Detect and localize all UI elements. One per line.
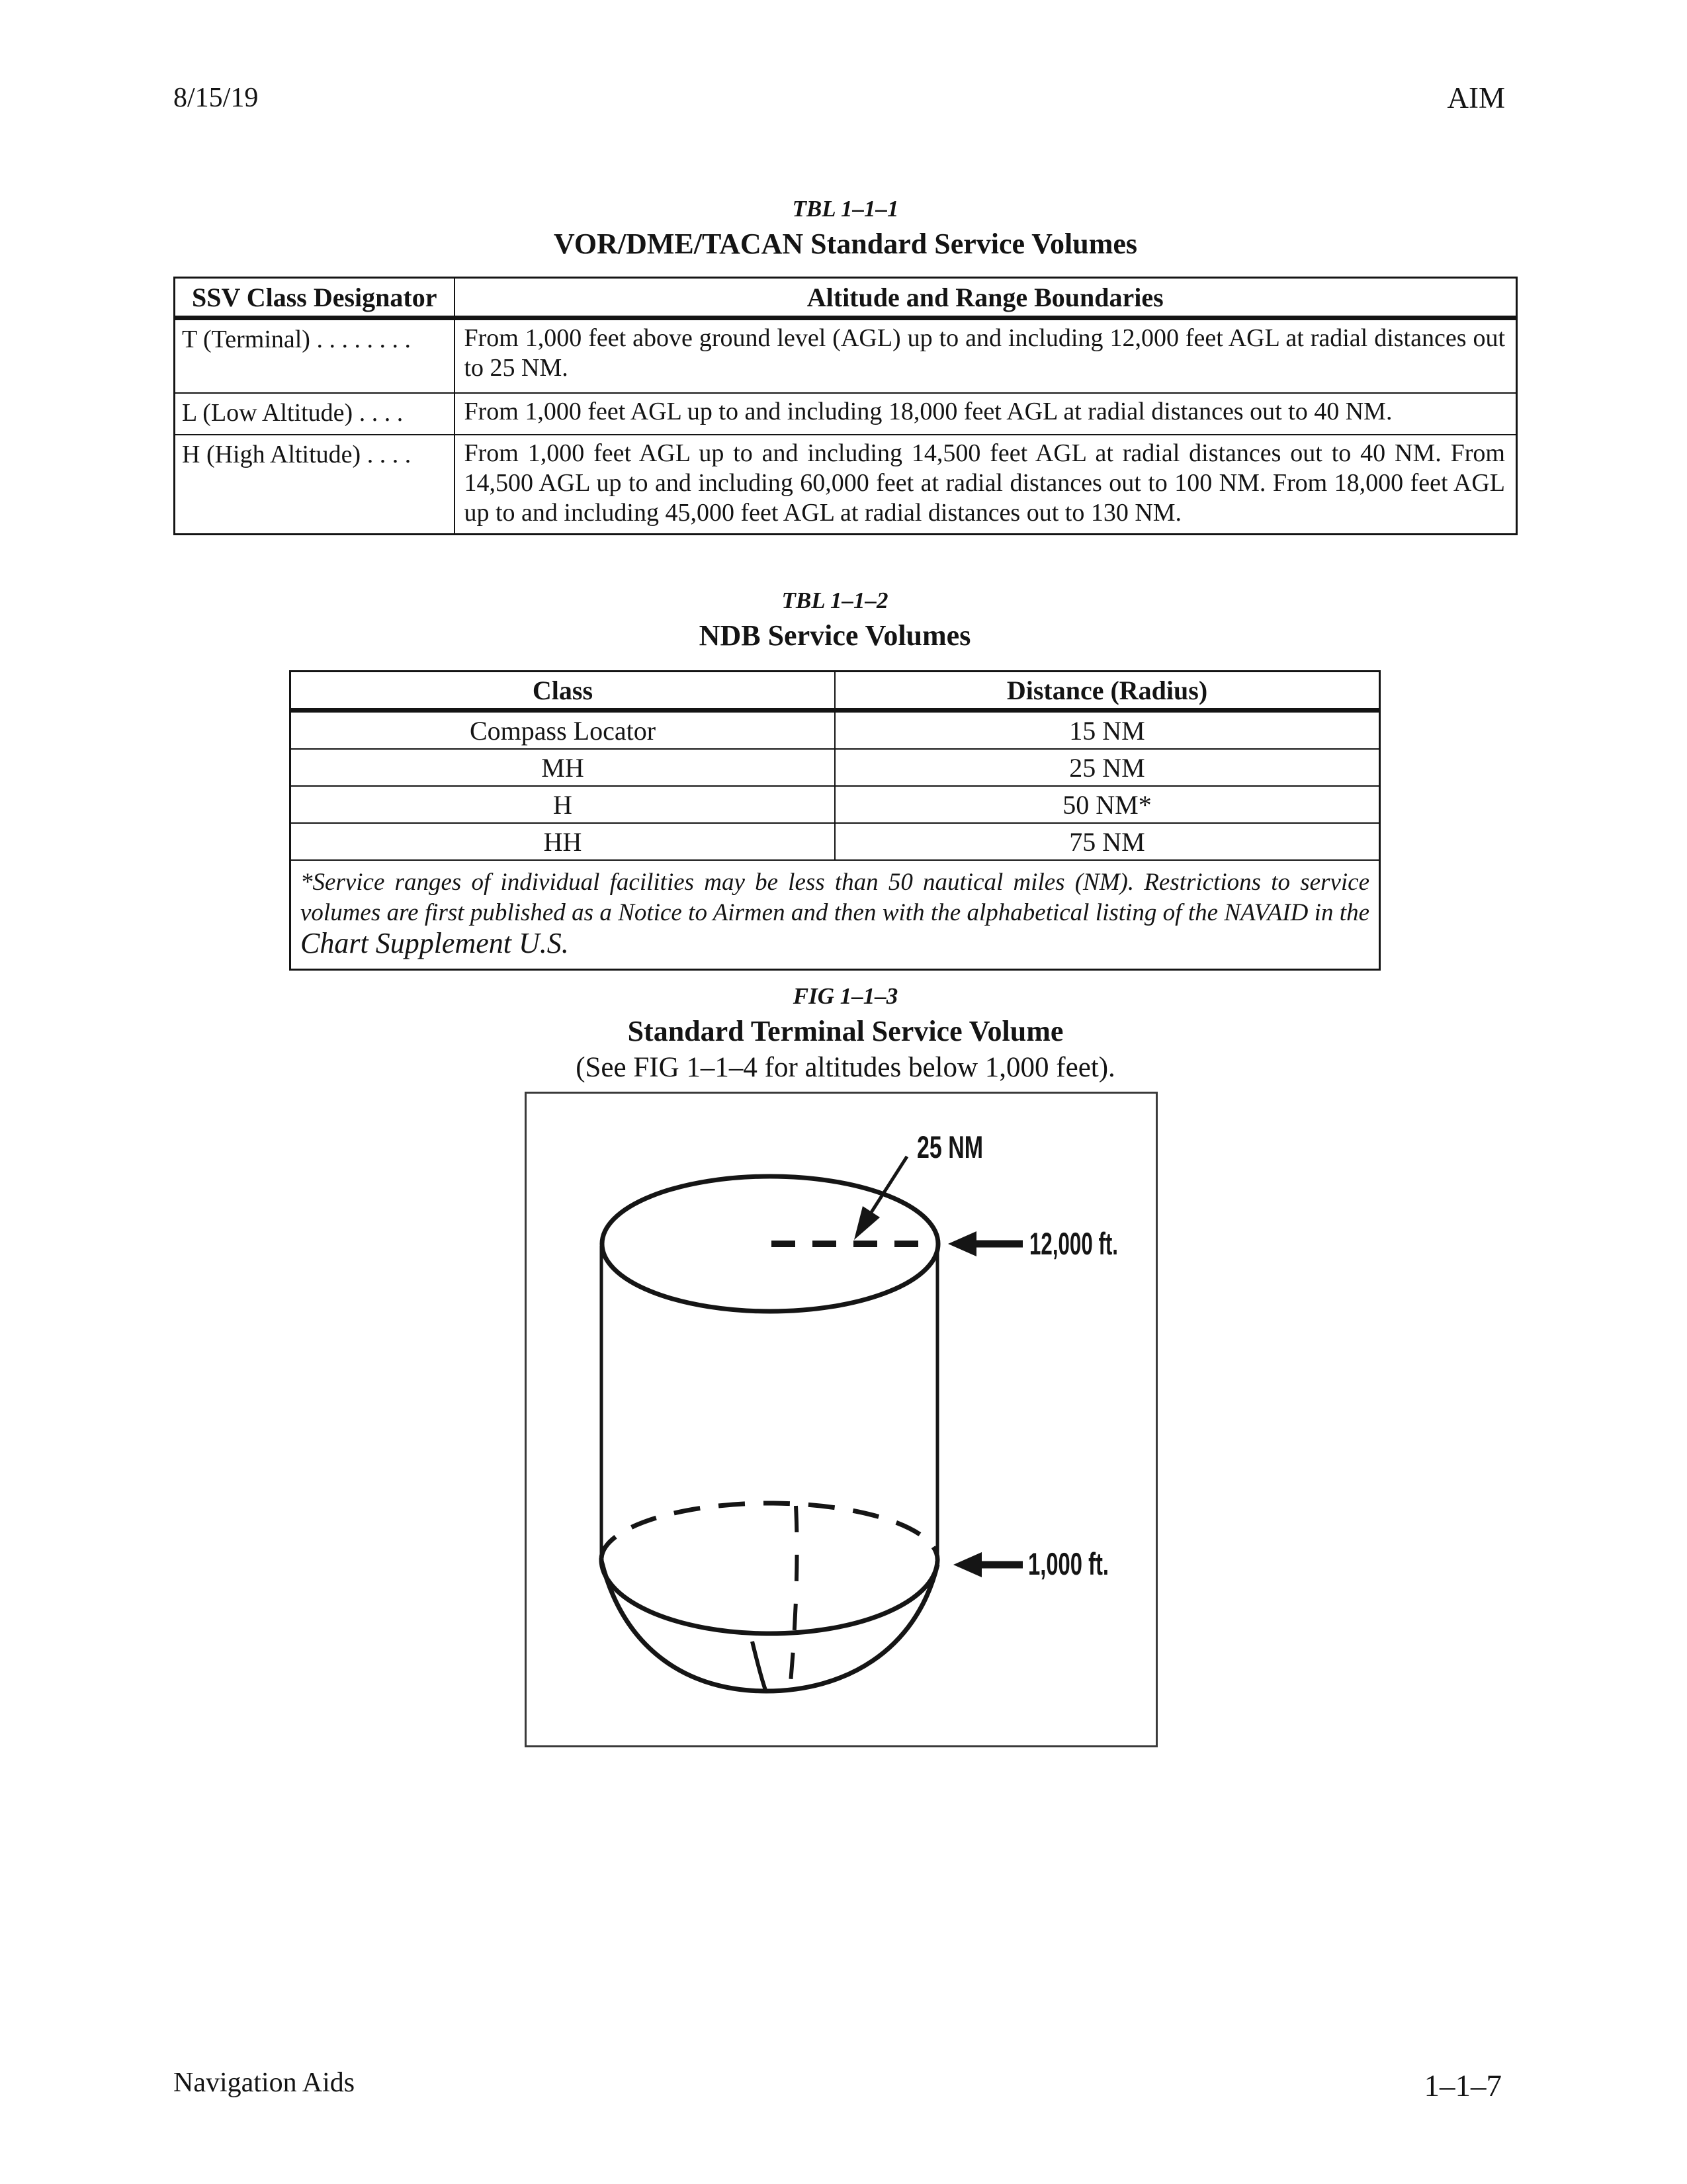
ndb-service-volumes-table [289, 670, 1381, 971]
boundaries-cell: From 1,000 feet AGL up to and including 14,500 feet AGL at radial distances out to 40 NM. From 14,500 AGL up to and including 60,000 feet at radial distances out to 100 NM. From 18,000 feet AGL up to and including 45,000 feet AGL at radial distances out to 130 NM. [454, 435, 1517, 535]
table-row-terminal [175, 318, 1517, 394]
ndb-distance-cell: 15 NM [835, 711, 1380, 750]
fig-title: Standard Terminal Service Volume [627, 1015, 1064, 1047]
figure-box [525, 1092, 1158, 1747]
table-row-hh [290, 823, 1380, 860]
tbl2-caption: TBL 1–1–2 [781, 588, 888, 613]
tbl1-header-row [175, 278, 1517, 318]
bowl-meridian-dashed-line [791, 1506, 797, 1682]
header-document-title: AIM [1447, 81, 1505, 114]
fig-caption-block [173, 983, 1518, 1084]
ndb-class-cell: HH [290, 823, 836, 860]
table-row-mh [290, 749, 1380, 786]
footer-page-number: 1–1–7 [1424, 2069, 1502, 2103]
radius-label: 25 NM [917, 1129, 983, 1164]
footnote-cell [290, 860, 1380, 970]
footer-section-title: Navigation Aids [173, 2068, 355, 2098]
fig-subtitle: (See FIG 1–1–4 for altitudes below 1,000 feet). [576, 1052, 1115, 1083]
bowl-curve [601, 1561, 937, 1691]
ndb-distance-cell: 50 NM* [835, 786, 1380, 823]
footnote-text: *Service ranges of individual facilities may be less than 50 nautical miles (NM). Restrictions to service volumes are first published as a Notice to Airmen and then with the alphabetical listing of the NAVAID in the [300, 869, 1369, 926]
table-row-compass-locator [290, 711, 1380, 750]
terminal-service-volume-diagram [527, 1094, 1156, 1745]
fig-caption: FIG 1–1–3 [793, 983, 898, 1009]
cylinder-top-ellipse [602, 1176, 938, 1311]
boundaries-cell: From 1,000 feet above ground level (AGL) up to and including 12,000 feet AGL at radial distances out to 25 NM. [454, 318, 1517, 394]
tbl1-caption-block [173, 196, 1518, 261]
bottom-rim-back-dashed-arc [601, 1503, 937, 1561]
bottom-altitude-left-arrowhead-icon [953, 1552, 982, 1577]
ssv-class-cell: L (Low Altitude) . . . . [175, 393, 454, 435]
ndb-class-cell: MH [290, 749, 836, 786]
bottom-rim-front-arc [601, 1558, 937, 1634]
header-date: 8/15/19 [173, 83, 259, 113]
boundaries-cell: From 1,000 feet AGL up to and including 18,000 feet AGL at radial distances out to 40 NM. [454, 393, 1517, 435]
bowl-meridian-front-arc [752, 1641, 766, 1692]
tbl2-col-header-class: Class [290, 672, 836, 711]
table-row-high-altitude [175, 435, 1517, 535]
vor-dme-tacan-ssv-table [173, 277, 1518, 535]
ndb-distance-cell: 25 NM [835, 749, 1380, 786]
table-footnote-row [290, 860, 1380, 970]
ndb-class-cell: H [290, 786, 836, 823]
tbl1-col-header-designator: SSV Class Designator [175, 278, 454, 318]
table-row-h [290, 786, 1380, 823]
tbl2-header-row [290, 672, 1380, 711]
radius-leader-line [869, 1157, 907, 1215]
ndb-distance-cell: 75 NM [835, 823, 1380, 860]
radius-arrowhead-icon [854, 1206, 880, 1240]
tbl1-title: VOR/DME/TACAN Standard Service Volumes [554, 228, 1137, 260]
bottom-altitude-label: 1,000 ft. [1028, 1546, 1109, 1581]
tbl2-caption-block [289, 588, 1381, 652]
ssv-class-cell: T (Terminal) . . . . . . . . [175, 318, 454, 394]
top-altitude-left-arrowhead-icon [948, 1231, 976, 1256]
table-row-low-altitude [175, 393, 1517, 435]
top-altitude-label: 12,000 ft. [1029, 1226, 1118, 1261]
tbl2-col-header-distance: Distance (Radius) [835, 672, 1380, 711]
tbl1-col-header-boundaries: Altitude and Range Boundaries [454, 278, 1517, 318]
footnote-publication-name: Chart Supplement U.S. [300, 927, 569, 959]
ssv-class-cell: H (High Altitude) . . . . [175, 435, 454, 535]
ndb-class-cell: Compass Locator [290, 711, 836, 750]
tbl1-caption: TBL 1–1–1 [792, 196, 899, 222]
tbl2-title: NDB Service Volumes [699, 619, 971, 652]
